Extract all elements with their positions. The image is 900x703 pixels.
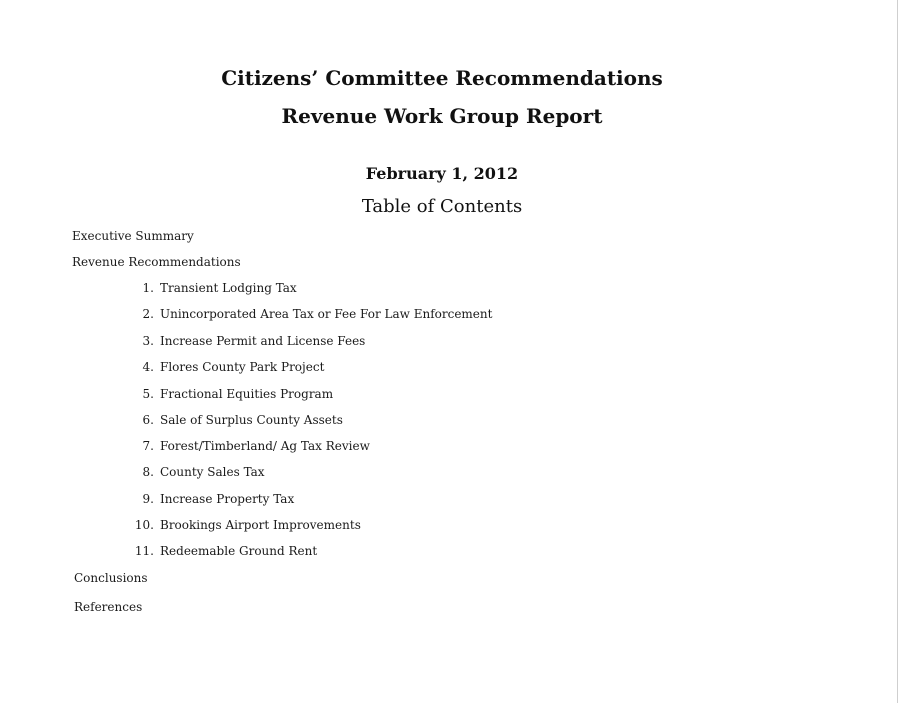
toc-item-label: Transient Lodging Tax (160, 281, 297, 295)
toc-item (130, 492, 294, 506)
toc-item (130, 334, 365, 348)
page-edge-divider (897, 0, 898, 703)
toc-item-number: 5. (142, 387, 154, 401)
document-date: February 1, 2012 (365, 164, 519, 183)
toc-item (130, 518, 361, 532)
toc-item (130, 387, 333, 401)
toc-item-number: 7. (142, 439, 154, 453)
toc-item (130, 439, 370, 453)
toc-item-label: Increase Property Tax (160, 492, 295, 506)
toc-item-label: Flores County Park Project (160, 360, 325, 374)
toc-item-number: 10. (134, 518, 154, 532)
toc-item-label: Redeemable Ground Rent (160, 544, 318, 558)
toc-item (130, 465, 265, 479)
toc-heading: Table of Contents (361, 196, 523, 217)
toc-item (130, 307, 492, 321)
toc-item (130, 413, 343, 427)
toc-item-label: Unincorporated Area Tax or Fee For Law Enforcement (160, 307, 493, 321)
toc-item-label: Increase Permit and License Fees (160, 334, 366, 348)
toc-item-number: 6. (142, 413, 154, 427)
toc-item-number: 3. (142, 334, 154, 348)
toc-executive-summary: Executive Summary (72, 229, 194, 243)
toc-item-number: 9. (142, 492, 154, 506)
toc-item-label: Fractional Equities Program (160, 387, 334, 401)
toc-item-number: 8. (142, 465, 154, 479)
document-subtitle: Revenue Work Group Report (281, 104, 603, 128)
toc-item-label: Brookings Airport Improvements (160, 518, 361, 532)
toc-item-label: County Sales Tax (160, 465, 265, 479)
toc-item-number: 4. (142, 360, 154, 374)
toc-item-label: Sale of Surplus County Assets (160, 413, 343, 427)
toc-item (130, 281, 297, 295)
toc-conclusions: Conclusions (74, 571, 148, 585)
toc-revenue-recommendations: Revenue Recommendations (72, 255, 241, 269)
toc-item-label: Forest/Timberland/ Ag Tax Review (160, 439, 370, 453)
toc-item-number: 11. (134, 544, 154, 558)
toc-item (130, 544, 317, 558)
toc-item-number: 1. (142, 281, 154, 295)
document-title: Citizens’ Committee Recommendations (221, 66, 663, 90)
toc-item-number: 2. (142, 307, 154, 321)
toc-references: References (74, 600, 143, 614)
toc-item (130, 360, 324, 374)
